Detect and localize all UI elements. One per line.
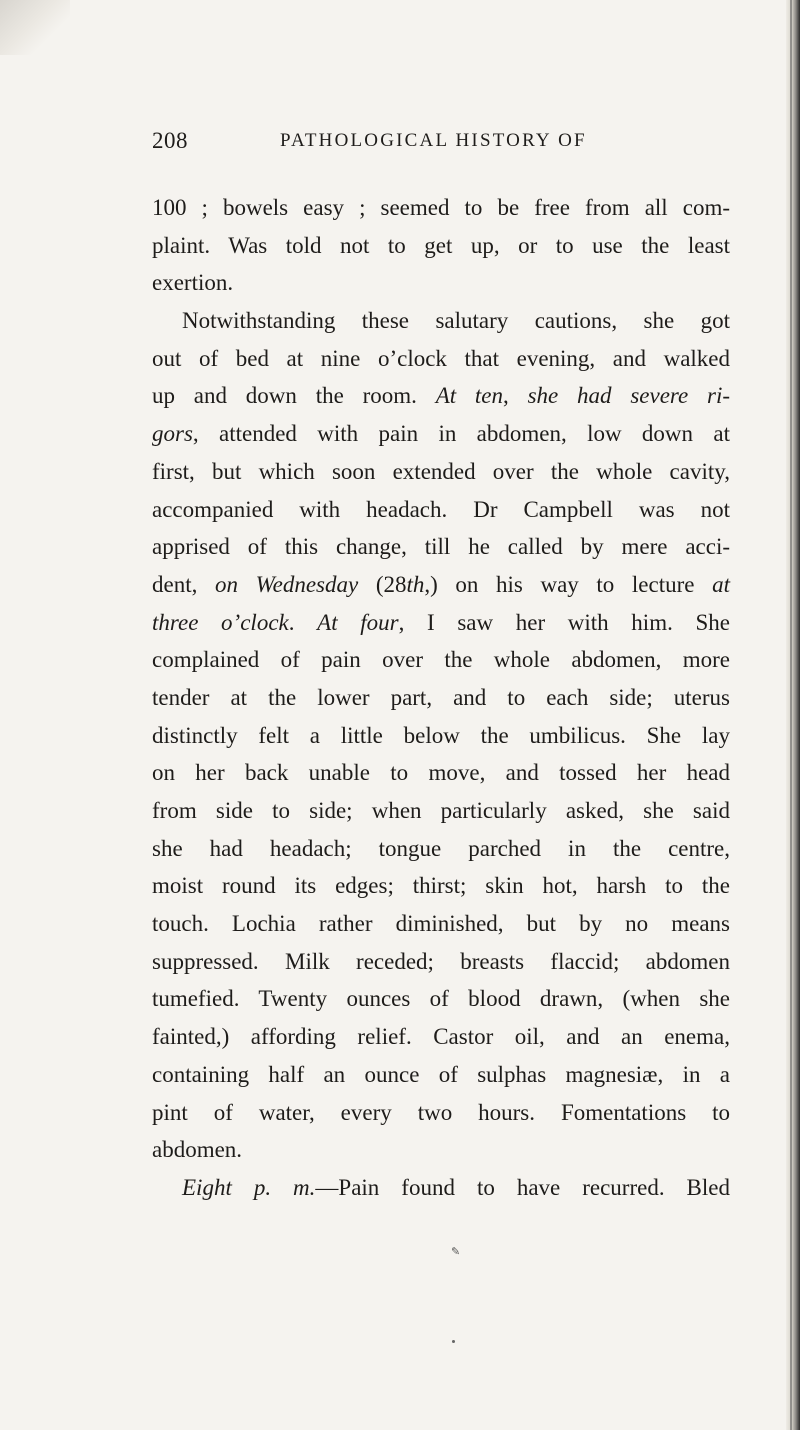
text-line-8: first, but which soon extended over the whole cavity, <box>152 458 730 484</box>
italic-phrase: at <box>712 571 730 597</box>
italic-time: At four <box>317 609 399 635</box>
text-line-19: moist round its edges; thirst; skin hot, harsh to the <box>152 873 730 899</box>
folded-corner <box>0 0 70 55</box>
text-line-13: complained of pain over the whole abdomen, more <box>152 647 730 673</box>
text-line-2: plaint. Was told not to get up, or to use the least <box>152 232 730 258</box>
running-head: PATHOLOGICAL HISTORY OF <box>280 130 587 151</box>
italic-time: Eight p. m. <box>182 1174 316 1200</box>
text-line-1: 100 ; bowels easy ; seemed to be free from all com- <box>152 195 730 220</box>
text-line-11: dent, on Wednesday (28th,) on his way to lecture at <box>152 571 730 597</box>
text-line-25: pint of water, every two hours. Fomentations to <box>152 1099 730 1125</box>
text-line-20: touch. Lochia rather diminished, but by no means <box>152 911 730 937</box>
page-number: 208 <box>152 128 188 153</box>
text-line-7: gors, attended with pain in abdomen, low down at <box>152 421 730 447</box>
text-line-9: accompanied with headach. Dr Campbell was not <box>152 496 730 522</box>
text-line-12: three o’clock. At four, I saw her with him. She <box>152 609 730 635</box>
italic-phrase: gors <box>152 421 193 447</box>
text-line-21: suppressed. Milk receded; breasts flaccid; abdomen <box>152 948 730 974</box>
page-edge <box>786 0 800 1430</box>
text-line-24: containing half an ounce of sulphas magnesiæ, in a <box>152 1061 730 1087</box>
text-line-22: tumefied. Twenty ounces of blood drawn, (when she <box>152 986 730 1012</box>
italic-phrase: she had severe ri- <box>527 383 731 409</box>
text-line-3: exertion. <box>152 270 234 296</box>
text-line-27: Eight p. m.—Pain found to have recurred. Bled <box>182 1174 730 1200</box>
text-line-14: tender at the lower part, and to each side; uterus <box>152 684 730 710</box>
text-line-15: distinctly felt a little below the umbilicus. She lay <box>152 722 730 748</box>
text-line-16: on her back unable to move, and tossed her head <box>152 760 730 786</box>
page-header <box>152 128 730 160</box>
text-line-10: apprised of this change, till he called by mere acci- <box>152 534 730 560</box>
text-line-18: she had headach; tongue parched in the centre, <box>152 835 730 861</box>
italic-day: on Wednesday <box>214 571 359 597</box>
italic-time: At ten <box>435 383 504 409</box>
italic-time: three o’clock <box>152 609 289 635</box>
stray-dot <box>452 1340 455 1343</box>
text-line-5: out of bed at nine o’clock that evening, and walked <box>152 345 730 371</box>
body-text <box>152 189 730 1207</box>
page-edge-line <box>790 0 792 1430</box>
text-line-23: fainted,) affording relief. Castor oil, and an enema, <box>152 1024 730 1050</box>
stray-mark: ✎ <box>451 1245 461 1258</box>
text-line-17: from side to side; when particularly asked, she said <box>152 798 730 823</box>
text-line-26: abdomen. <box>152 1137 243 1163</box>
italic-suffix: th <box>406 571 425 597</box>
text-line-4: Notwithstanding these salutary cautions, she got <box>182 308 730 334</box>
text-line-6: up and down the room. At ten, she had severe ri- <box>152 383 731 409</box>
